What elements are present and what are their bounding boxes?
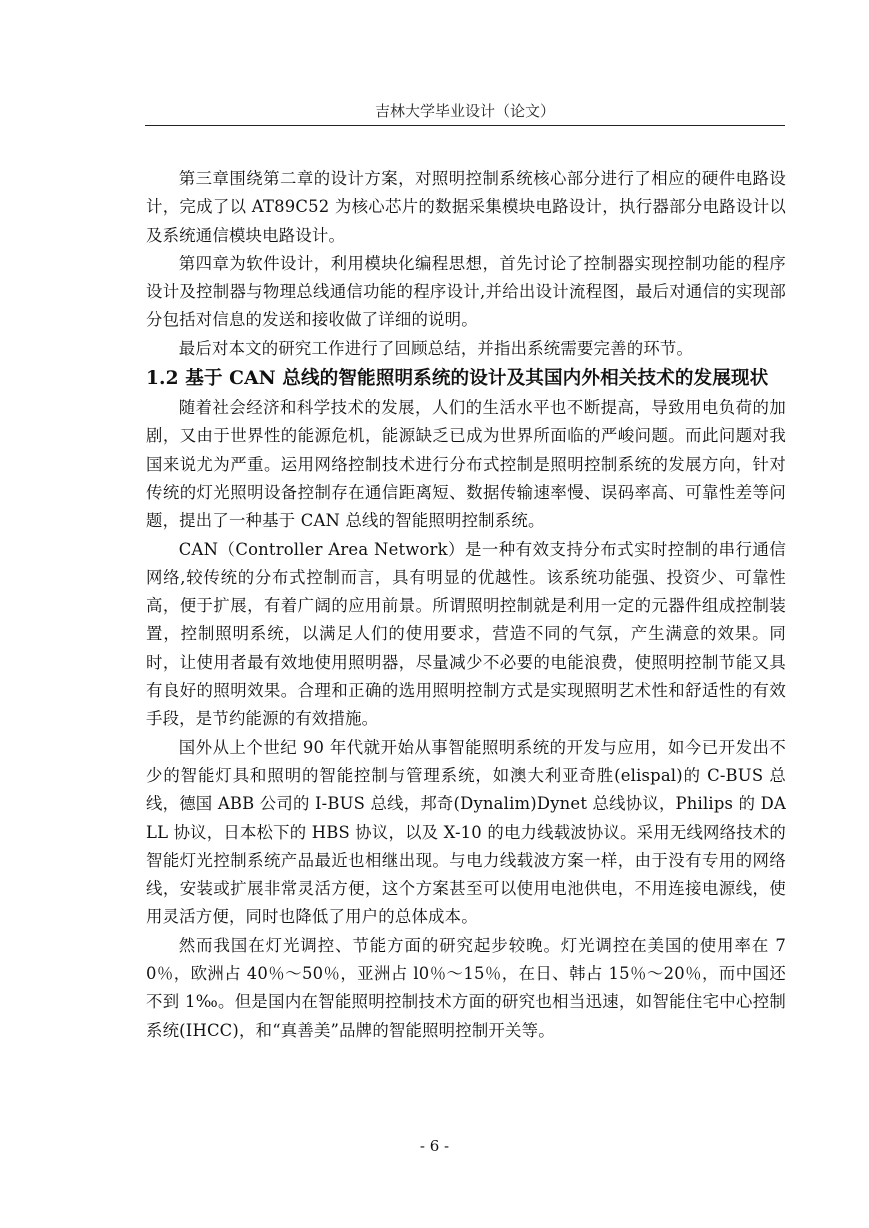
- paragraph-foreign-status: 国外从上个世纪 90 年代就开始从事智能照明系统的开发与应用，如今已开发出不少的智能灯具和照明的智能控制与管理系统，如澳大利亚奇胜(elispal)的 C-BUS 总线，德国 ABB 公司的 I-BUS 总线，邦奇(Dynalim)Dynet 总线协议，Philips 的 DALL 协议，日本松下的 HBS 协议，以及 X-10 的电力线载波协议。采用无线网络技术的智能灯光控制系统产品最近也相继出现。与电力线载波方案一样，由于没有专用的网络线，安装或扩展非常灵活方便，这个方案甚至可以使用电池供电，不用连接电源线，使用灵活方便，同时也降低了用户的总体成本。: [146, 737, 786, 927]
- paragraph-chapter-4: 第四章为软件设计，利用模块化编程思想，首先讨论了控制器实现控制功能的程序设计及控制器与物理总线通信功能的程序设计,并给出设计流程图，最后对通信的实现部分包括对信息的发送和接收做了详细的说明。: [146, 253, 786, 330]
- paragraph-chapter-3: 第三章围绕第二章的设计方案，对照明控制系统核心部分进行了相应的硬件电路设计，完成了以 AT89C52 为核心芯片的数据采集模块电路设计，执行器部分电路设计以及系统通信模块电路设计。: [146, 169, 786, 245]
- page-number: - 6 -: [419, 1137, 450, 1155]
- paragraph-summary: 最后对本文的研究工作进行了回顾总结，并指出系统需要完善的环节。: [178, 338, 694, 358]
- paragraph-domestic-status: 然而我国在灯光调控、节能方面的研究起步较晚。灯光调控在美国的使用率在 70％，欧洲占 40％～50％，亚洲占 l0％～15％，在日、韩占 15％～20％，而中国还不到 1‰。但是国内在智能照明控制技术方面的研究也相当迅速，如智能住宅中心控制系统(IHCC)，和“真善美”品牌的智能照明控制开关等。: [146, 935, 786, 1040]
- paragraph-background: 随着社会经济和科学技术的发展，人们的生活水平也不断提高，导致用电负荷的加剧，又由于世界性的能源危机，能源缺乏已成为世界所面临的严峻问题。而此问题对我国来说尤为严重。运用网络控制技术进行分布式控制是照明控制系统的发展方向，针对传统的灯光照明设备控制存在通信距离短、数据传输速率慢、误码率高、可靠性差等问题，提出了一种基于 CAN 总线的智能照明控制系统。: [146, 398, 786, 531]
- page-header-title: 吉林大学毕业设计（论文）: [374, 102, 555, 120]
- section-heading: 1.2 基于 CAN 总线的智能照明系统的设计及其国内外相关技术的发展现状: [146, 368, 769, 390]
- page-body: [146, 165, 786, 1045]
- paragraph-can-intro: CAN（Controller Area Network）是一种有效支持分布式实时控制的串行通信网络,较传统的分布式控制而言，具有明显的优越性。该系统功能强、投资少、可靠性高，便于扩展，有着广阔的应用前景。所谓照明控制就是利用一定的元器件组成控制装置，控制照明系统，以满足人们的使用要求，营造不同的气氛，产生满意的效果。同时，让使用者最有效地使用照明器，尽量减少不必要的电能浪费，使照明控制节能又具有良好的照明效果。合理和正确的选用照明控制方式是实现照明艺术性和舒适性的有效手段，是节约能源的有效措施。: [146, 539, 786, 729]
- header-divider: [145, 125, 785, 126]
